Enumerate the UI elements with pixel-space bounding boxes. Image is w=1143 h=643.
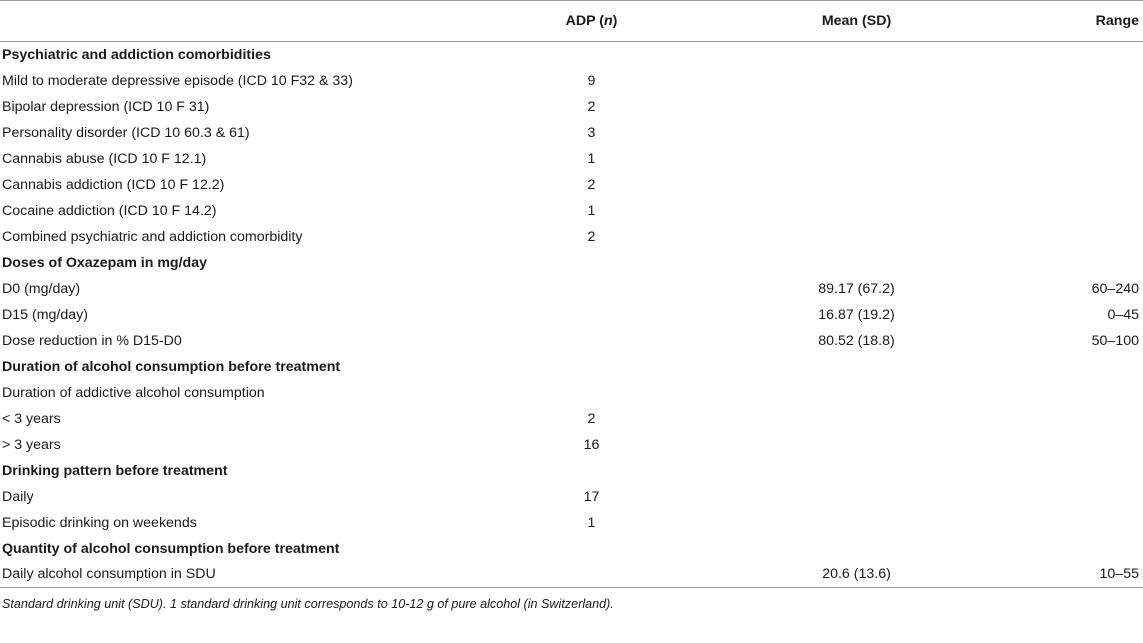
row-adp-n: 9	[587, 72, 596, 89]
row-mean-sd	[713, 120, 1000, 146]
table-row	[0, 380, 1143, 406]
row-label: Dose reduction in % D15-D0	[2, 332, 182, 349]
row-adp-n: 1	[587, 514, 596, 531]
row-range	[1000, 94, 1143, 120]
row-label: Bipolar depression (ICD 10 F 31)	[2, 98, 210, 115]
row-adp-n	[470, 302, 713, 328]
row-label: < 3 years	[2, 410, 61, 427]
table-row	[0, 68, 1143, 94]
row-adp-n: 2	[587, 228, 596, 245]
table-row	[0, 406, 1143, 432]
row-label: Duration of alcohol consumption before treatment	[2, 358, 341, 375]
row-label: Daily alcohol consumption in SDU	[0, 562, 470, 588]
row-range	[1000, 380, 1143, 406]
row-range	[1000, 354, 1143, 380]
row-range: 60–240	[1091, 280, 1139, 297]
row-label: Doses of Oxazepam in mg/day	[2, 254, 207, 271]
row-label: Daily	[2, 488, 34, 505]
header-adp-suffix: )	[612, 13, 618, 29]
row-range	[1000, 172, 1143, 198]
section-header-row	[0, 536, 1143, 562]
row-mean-sd	[713, 94, 1000, 120]
row-label: Cannabis addiction (ICD 10 F 12.2)	[2, 176, 225, 193]
row-mean-sd	[713, 146, 1000, 172]
table-row	[0, 224, 1143, 250]
row-label: Duration of addictive alcohol consumption	[2, 384, 265, 401]
table-row	[0, 120, 1143, 146]
table-row	[0, 510, 1143, 536]
table-body	[0, 42, 1143, 588]
row-range	[1000, 68, 1143, 94]
row-mean-sd	[713, 484, 1000, 510]
table-row	[0, 276, 1143, 302]
row-mean-sd	[713, 406, 1000, 432]
row-label: Quantity of alcohol consumption before treatment	[2, 540, 340, 557]
row-range	[1000, 406, 1143, 432]
row-range	[1000, 536, 1143, 562]
row-mean-sd	[713, 42, 1000, 68]
row-adp-n: 1	[587, 202, 596, 219]
row-adp-n	[470, 328, 713, 354]
section-header-row	[0, 42, 1143, 68]
row-adp-n	[470, 380, 713, 406]
section-header-row	[0, 458, 1143, 484]
row-adp-n: 16	[583, 436, 600, 453]
row-mean-sd	[713, 172, 1000, 198]
row-mean-sd	[713, 250, 1000, 276]
row-adp-n	[470, 354, 713, 380]
header-adp-italic: n	[603, 13, 613, 29]
row-mean-sd	[713, 380, 1000, 406]
row-adp-n: 3	[587, 124, 596, 141]
row-mean-sd: 16.87 (19.2)	[818, 306, 895, 323]
row-mean-sd: 20.6 (13.6)	[713, 562, 1000, 588]
table-row	[0, 302, 1143, 328]
row-range	[1000, 120, 1143, 146]
row-range	[1000, 250, 1143, 276]
row-label: Cannabis abuse (ICD 10 F 12.1)	[2, 150, 207, 167]
row-adp-n	[470, 458, 713, 484]
row-label: Cocaine addiction (ICD 10 F 14.2)	[2, 202, 217, 219]
header-adp-prefix: ADP (	[565, 13, 604, 29]
row-label: Mild to moderate depressive episode (ICD 10 F32 & 33)	[2, 72, 353, 89]
table-footnote: Standard drinking unit (SDU). 1 standard drinking unit corresponds to 10-12 g of pure alcohol (in Switzerland).	[2, 597, 614, 611]
row-adp-n: 2	[587, 176, 596, 193]
row-adp-n	[470, 536, 713, 562]
row-mean-sd	[713, 458, 1000, 484]
row-label: Psychiatric and addiction comorbidities	[2, 46, 271, 63]
table-row	[0, 172, 1143, 198]
header-range: Range	[1000, 1, 1143, 42]
header-mean-sd: Mean (SD)	[713, 1, 1000, 42]
row-range: 10–55	[1000, 562, 1143, 588]
row-mean-sd	[713, 198, 1000, 224]
header-adp-n	[470, 1, 713, 42]
table-row	[0, 94, 1143, 120]
row-mean-sd	[713, 432, 1000, 458]
row-adp-n: 2	[587, 98, 596, 115]
row-mean-sd	[713, 224, 1000, 250]
row-range: 0–45	[1107, 306, 1139, 323]
row-adp-n: 2	[587, 410, 596, 427]
row-mean-sd	[713, 68, 1000, 94]
table-header-row	[0, 1, 1143, 42]
row-adp-n: 1	[587, 150, 596, 167]
table-row	[0, 328, 1143, 354]
section-header-row	[0, 250, 1143, 276]
row-label: D0 (mg/day)	[2, 280, 81, 297]
row-range	[1000, 224, 1143, 250]
section-header-row	[0, 354, 1143, 380]
row-range	[1000, 198, 1143, 224]
table-row	[0, 146, 1143, 172]
row-mean-sd	[713, 536, 1000, 562]
row-range	[1000, 484, 1143, 510]
header-label	[0, 1, 470, 42]
row-mean-sd: 89.17 (67.2)	[818, 280, 895, 297]
row-label: D15 (mg/day)	[2, 306, 88, 323]
row-mean-sd	[713, 510, 1000, 536]
row-adp-n	[470, 562, 713, 588]
row-range	[1000, 42, 1143, 68]
row-adp-n	[470, 250, 713, 276]
row-range	[1000, 146, 1143, 172]
table-row	[0, 562, 1143, 588]
row-label: Episodic drinking on weekends	[2, 514, 197, 531]
row-mean-sd: 80.52 (18.8)	[818, 332, 895, 349]
table-row	[0, 198, 1143, 224]
row-mean-sd	[713, 354, 1000, 380]
row-label: > 3 years	[2, 436, 61, 453]
row-range	[1000, 510, 1143, 536]
row-range	[1000, 432, 1143, 458]
table-row	[0, 432, 1143, 458]
row-adp-n: 17	[583, 488, 600, 505]
row-adp-n	[470, 276, 713, 302]
row-label: Drinking pattern before treatment	[2, 462, 228, 479]
row-range: 50–100	[1091, 332, 1139, 349]
row-label: Combined psychiatric and addiction comorbidity	[2, 228, 303, 245]
table-row	[0, 484, 1143, 510]
row-adp-n	[470, 42, 713, 68]
row-range	[1000, 458, 1143, 484]
row-label: Personality disorder (ICD 10 60.3 & 61)	[2, 124, 250, 141]
